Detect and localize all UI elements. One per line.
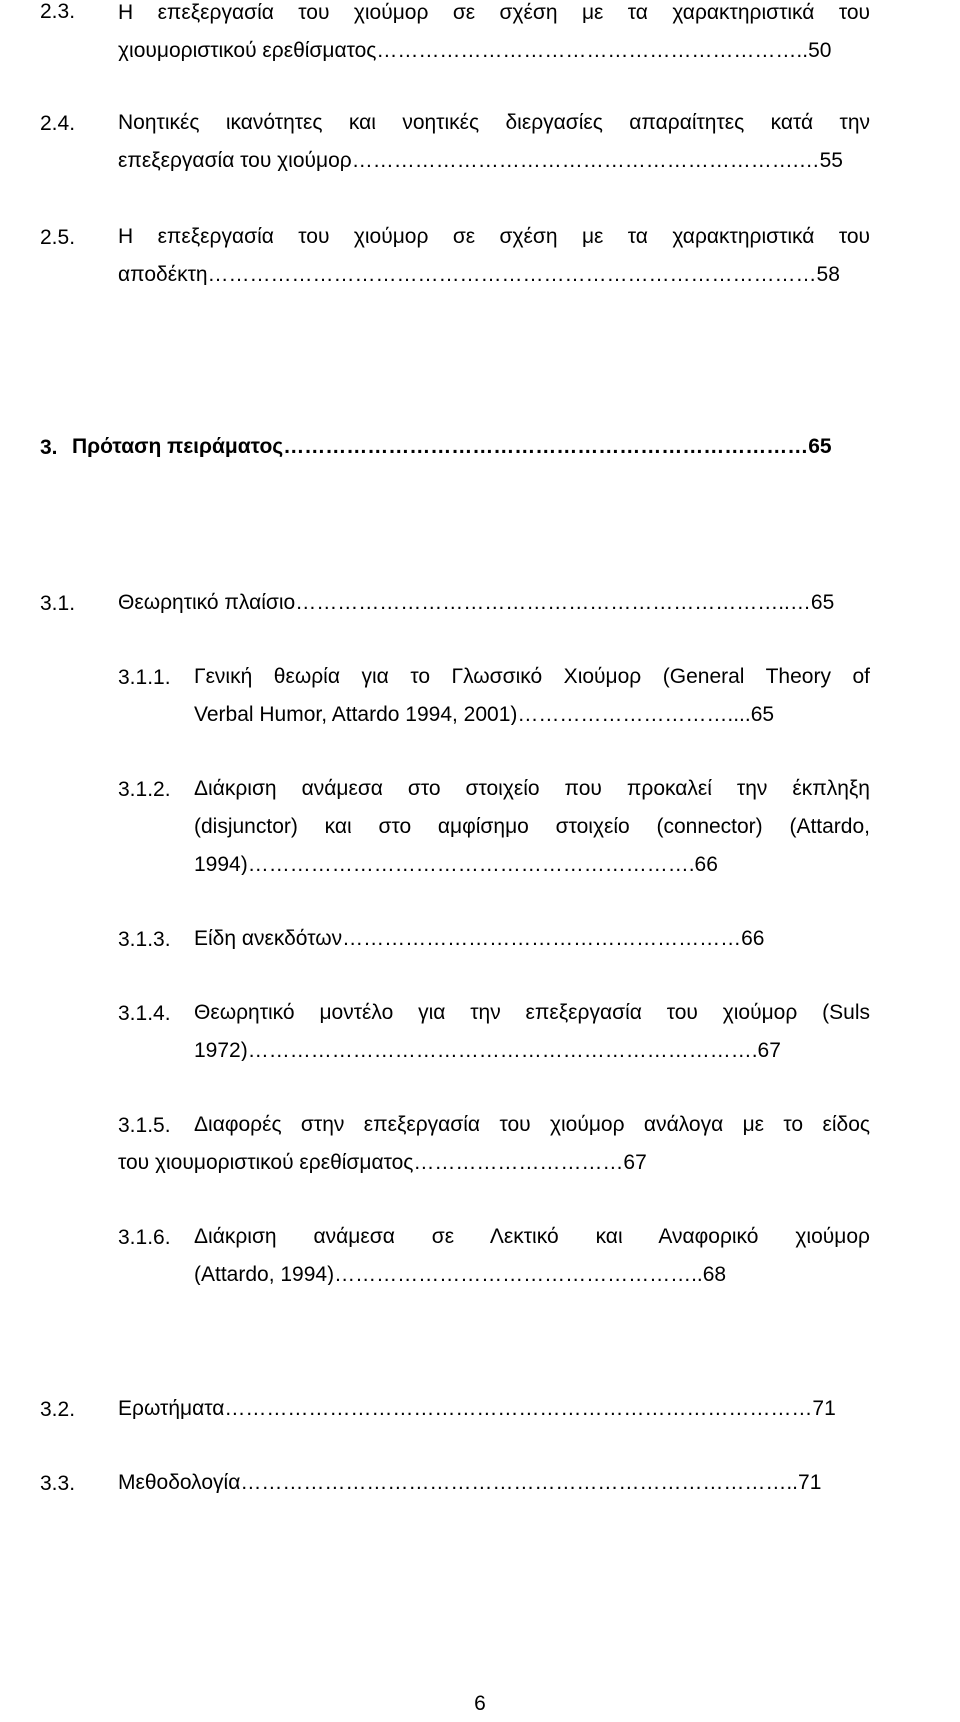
toc-title-line: Θεωρητικό πλαίσιο……………………………………………………………..…65 (118, 592, 835, 613)
toc-title-line: Η επεξεργασία του χιούμορ σε σχέση με τα χαρακτηριστικά του (118, 225, 870, 248)
toc-title-line: (Attardo, 1994)……………………………………………..68 (194, 1264, 727, 1285)
toc-number: 3.1.1. (118, 666, 171, 689)
toc-title-line: του χιουμοριστικού ερεθίσματος…………………………67 (118, 1152, 647, 1173)
toc-number: 3.1.5. (118, 1114, 171, 1137)
toc-number: 3.1.4. (118, 1002, 171, 1025)
toc-number: 3.1. (40, 592, 76, 615)
page-number: 6 (474, 1692, 486, 1715)
toc-title-line: χιουμοριστικού ερεθίσματος……………………………………………………..50 (118, 40, 832, 61)
toc-number: 2.5. (40, 226, 76, 249)
toc-number: 2.3. (40, 0, 76, 23)
toc-title-line: (disjunctor) και στο αμφίσημο στοιχείο (connector) (Attardo, (194, 815, 870, 838)
toc-number: 2.4. (40, 112, 76, 135)
toc-title-line: Πρόταση πειράματος…………………………………………………………………65 (72, 436, 832, 457)
toc-title-line: Διάκριση ανάμεσα σε Λεκτικό και Αναφορικό χιούμορ (194, 1225, 870, 1248)
toc-title-line: επεξεργασία του χιούμορ……………………………………………………….…55 (118, 150, 843, 171)
toc-title-line: Είδη ανεκδότων…………………………………………………66 (194, 928, 765, 949)
toc-title-line: 1972)……………………………………………………………….67 (194, 1040, 781, 1061)
toc-title-line: Διαφορές στην επεξεργασία του χιούμορ ανάλογα με το είδος (194, 1113, 870, 1136)
toc-number: 3. (40, 436, 58, 459)
toc-title-line: Η επεξεργασία του χιούμορ σε σχέση με τα χαρακτηριστικά του (118, 1, 870, 24)
toc-number: 3.3. (40, 1472, 76, 1495)
toc-number: 3.1.3. (118, 928, 171, 951)
toc-title-line: Νοητικές ικανότητες και νοητικές διεργασίες απαραίτητες κατά την (118, 111, 870, 134)
toc-title-line: Ερωτήματα…………………………………………………………………………71 (118, 1398, 836, 1419)
toc-number: 3.1.6. (118, 1226, 171, 1249)
toc-title-line: Διάκριση ανάμεσα στο στοιχείο που προκαλεί την έκπληξη (194, 777, 870, 800)
toc-number: 3.1.2. (118, 778, 171, 801)
toc-title-line: Γενική θεωρία για το Γλωσσικό Χιούμορ (General Theory of (194, 665, 870, 688)
toc-title-line: Θεωρητικό μοντέλο για την επεξεργασία του χιούμορ (Suls (194, 1001, 870, 1024)
toc-title-line: 1994)……………………………………………………….66 (194, 854, 718, 875)
toc-title-line: Verbal Humor, Attardo 1994, 2001)…………………………....65 (194, 704, 775, 725)
toc-title-line: Μεθοδολογία……………………………………………………………………..71 (118, 1472, 822, 1493)
toc-title-line: αποδέκτη……………………………………………………………………………58 (118, 264, 840, 285)
toc-number: 3.2. (40, 1398, 76, 1421)
